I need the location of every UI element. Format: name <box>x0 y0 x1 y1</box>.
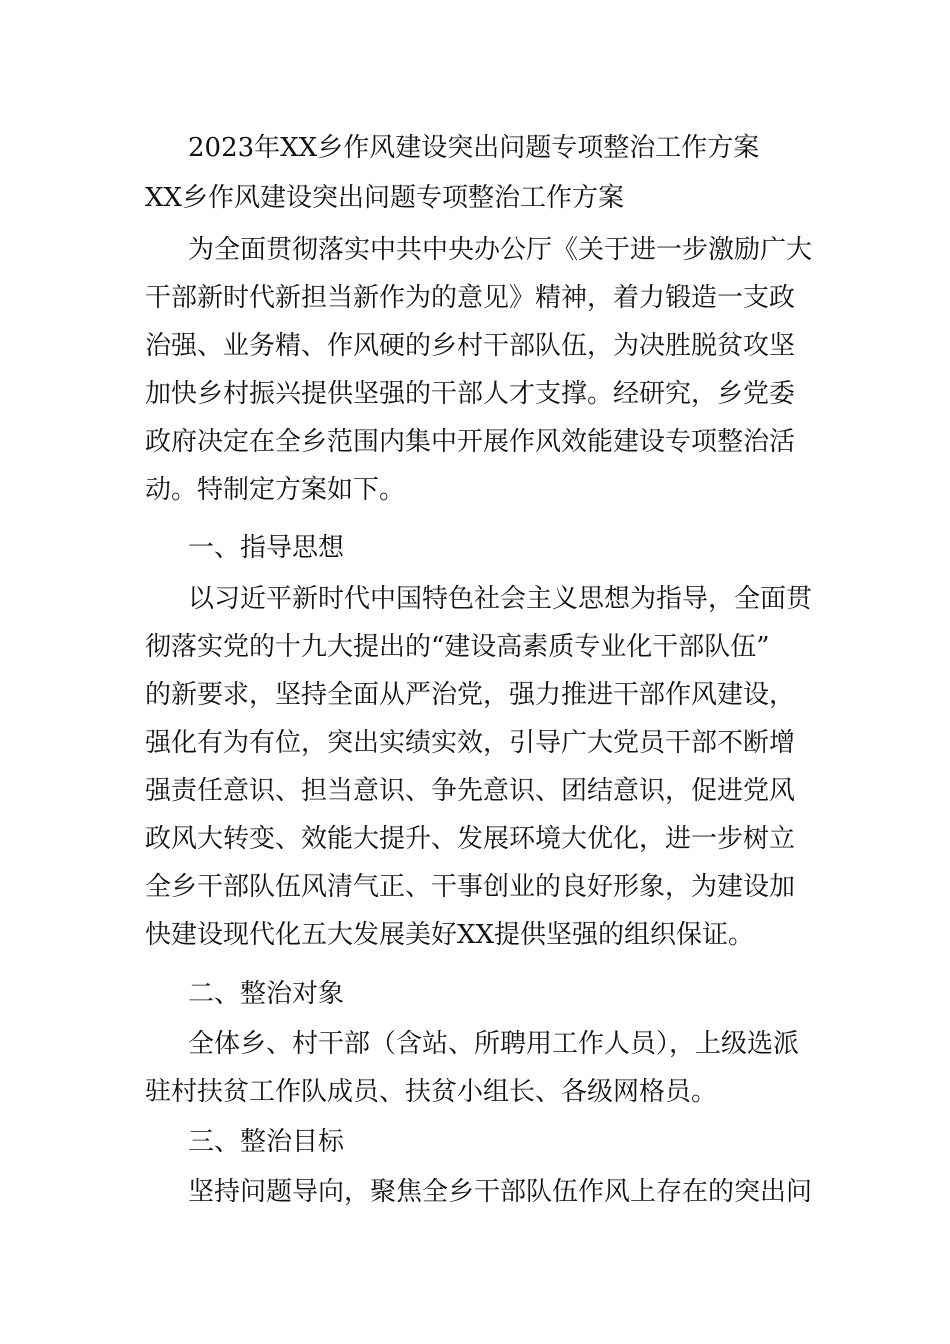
document-title: 2023年XX乡作风建设突出问题专项整治工作方案 <box>188 133 760 163</box>
paragraph-line: 加快乡村振兴提供坚强的干部人才支撑。经研究，乡党委 <box>145 379 796 409</box>
section-heading: 三、整治目标 <box>188 1127 345 1157</box>
paragraph-line: 全乡干部队伍风清气正、干事创业的良好形象，为建设加 <box>145 872 796 902</box>
paragraph-line: 强化有为有位，突出实绩实效，引导广大党员干部不断增 <box>145 728 796 758</box>
paragraph-line: 为全面贯彻落实中共中央办公厅《关于进一步激励广大 <box>188 235 813 265</box>
paragraph-line: 动。特制定方案如下。 <box>145 475 406 505</box>
document-subtitle: XX乡作风建设突出问题专项整治工作方案 <box>145 183 625 213</box>
paragraph-line: 的新要求，坚持全面从严治党，强力推进干部作风建设， <box>145 680 796 710</box>
paragraph-line: 彻落实党的十九大提出的“建设高素质专业化干部队伍” <box>145 632 770 662</box>
paragraph-line: 全体乡、村干部（含站、所聘用工作人员），上级选派 <box>188 1029 800 1059</box>
paragraph-line: 干部新时代新担当新作为的意见》精神，着力锻造一支政 <box>145 283 796 313</box>
paragraph-line: 坚持问题导向，聚焦全乡干部队伍作风上存在的突出问 <box>188 1177 813 1207</box>
paragraph-line: 政风大转变、效能大提升、发展环境大优化，进一步树立 <box>145 824 796 854</box>
paragraph-line: 治强、业务精、作风硬的乡村干部队伍，为决胜脱贫攻坚 <box>145 331 796 361</box>
paragraph-line: 以习近平新时代中国特色社会主义思想为指导，全面贯 <box>188 584 813 614</box>
section-heading: 一、指导思想 <box>188 533 345 563</box>
section-heading: 二、整治对象 <box>188 979 345 1009</box>
paragraph-line: 政府决定在全乡范围内集中开展作风效能建设专项整治活 <box>145 427 796 457</box>
paragraph-line: 驻村扶贫工作队成员、扶贫小组长、各级网格员。 <box>145 1077 718 1107</box>
paragraph-line: 快建设现代化五大发展美好XX提供坚强的组织保证。 <box>145 920 755 950</box>
paragraph-line: 强责任意识、担当意识、争先意识、团结意识，促进党风 <box>145 776 796 806</box>
